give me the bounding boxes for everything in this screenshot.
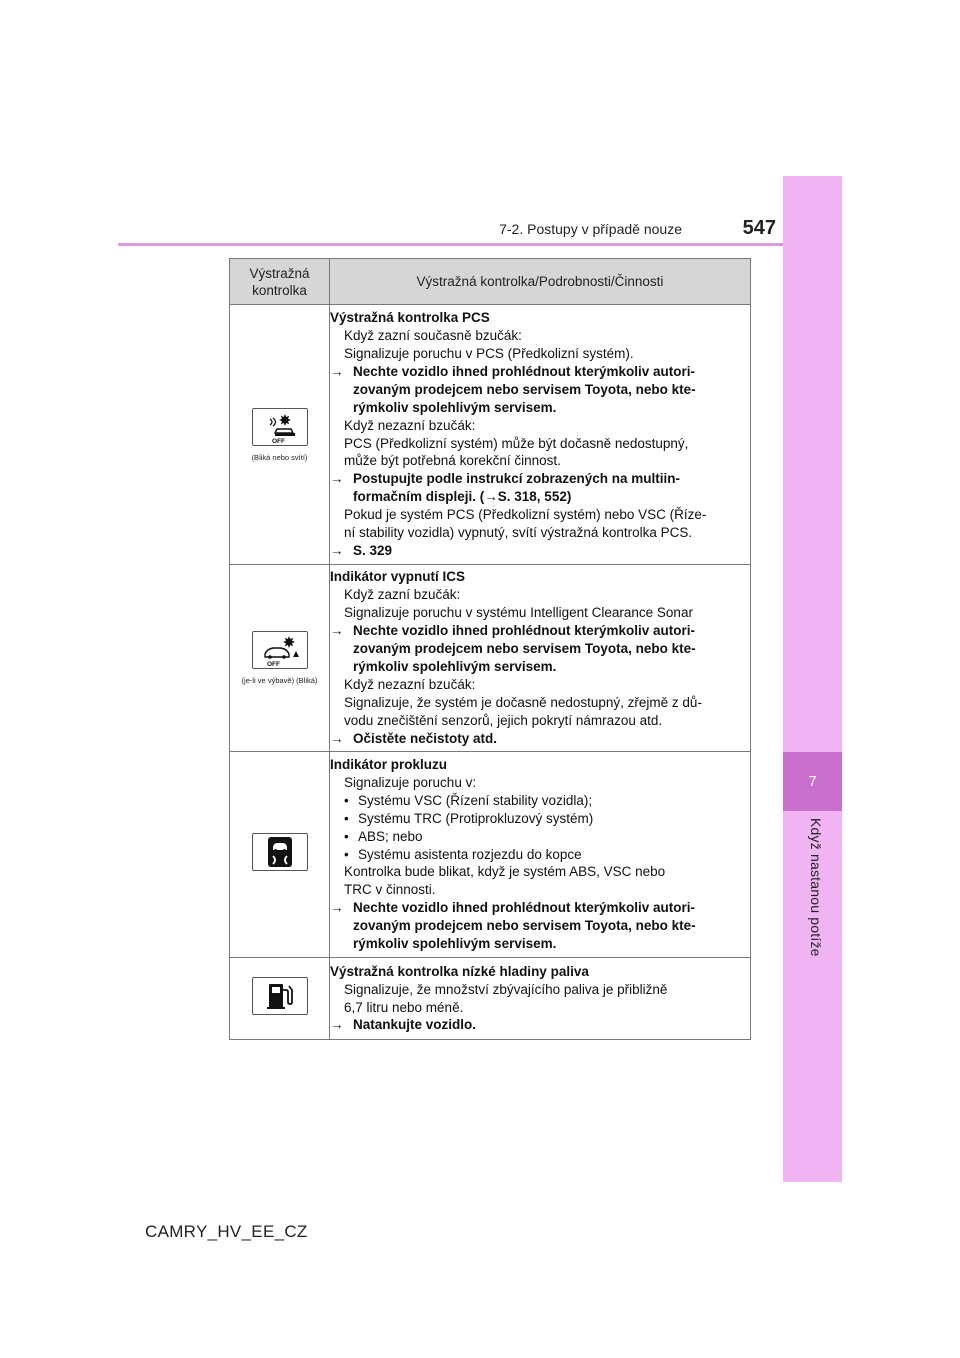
page-number: 547 bbox=[742, 217, 776, 239]
text-line: zovaným prodejcem nebo servisem Toyota, nebo kte- bbox=[353, 381, 696, 397]
text-line: Signalizuje, že systém je dočasně nedostupný, zřejmě z dů- bbox=[344, 694, 702, 710]
icon-cell bbox=[230, 305, 330, 565]
action-line: → S. 329 bbox=[330, 542, 393, 558]
arrow-icon: → bbox=[330, 900, 344, 916]
model-code: CAMRY_HV_EE_CZ bbox=[145, 1222, 308, 1241]
row-title: Výstražná kontrolka nízké hladiny paliva bbox=[330, 963, 589, 979]
text-line: ní stability vozidla) vypnutý, svítí výstražná kontrolka PCS. bbox=[344, 525, 693, 541]
warning-lights-table bbox=[229, 258, 751, 1040]
col-header-details: Výstražná kontrolka/Podrobnosti/Činnosti bbox=[330, 259, 751, 305]
details-cell bbox=[330, 305, 751, 565]
table-row bbox=[230, 305, 751, 565]
icon-note: (Bliká nebo svítí) bbox=[251, 452, 308, 462]
action-line: → Natankujte vozidlo. bbox=[330, 1017, 477, 1033]
row-title: Indikátor prokluzu bbox=[330, 757, 448, 773]
action-line: → Nechte vozidlo ihned prohlédnout kterýmkoliv autori- bbox=[330, 623, 696, 639]
icon-cell bbox=[230, 958, 330, 1040]
row-title: Indikátor vypnutí ICS bbox=[330, 569, 466, 585]
text-line: Když nezazní bzučák: bbox=[344, 676, 476, 692]
icon-cell bbox=[230, 565, 330, 752]
action-line: → Nechte vozidlo ihned prohlédnout kterýmkoliv autori- bbox=[330, 363, 696, 379]
svg-text:OFF: OFF bbox=[271, 437, 285, 445]
arrow-icon: → bbox=[330, 542, 344, 558]
action-line: → Nechte vozidlo ihned prohlédnout kterýmkoliv autori- bbox=[330, 900, 696, 916]
details-cell bbox=[330, 752, 751, 958]
text-line: Když zazní bzučák: bbox=[344, 587, 461, 603]
text-line: Když zazní současně bzučák: bbox=[344, 328, 522, 344]
table-row bbox=[230, 565, 751, 752]
pcs-off-icon bbox=[252, 408, 308, 446]
text-line: rýmkoliv spolehlivým servisem. bbox=[353, 936, 557, 952]
arrow-icon: → bbox=[330, 1017, 344, 1033]
list-item: • Systému asistenta rozjezdu do kopce bbox=[344, 846, 582, 862]
text-line: Signalizuje poruchu v systému Intelligent Clearance Sonar bbox=[344, 605, 693, 621]
action-line: → Postupujte podle instrukcí zobrazených na multiin- bbox=[330, 471, 681, 487]
details-cell bbox=[330, 565, 751, 752]
text-line: TRC v činnosti. bbox=[344, 882, 436, 898]
table-row bbox=[230, 752, 751, 958]
text-line: Kontrolka bude blikat, když je systém ABS, VSC nebo bbox=[344, 864, 666, 880]
text-line: Signalizuje, že množství zbývajícího paliva je přibližně bbox=[344, 981, 668, 997]
text-line: Pokud je systém PCS (Předkolizní systém) nebo VSC (Říze- bbox=[344, 507, 707, 523]
list-item: • Systému TRC (Protiprokluzový systém) bbox=[344, 810, 594, 826]
chapter-side-tab bbox=[783, 176, 842, 1182]
slip-indicator-icon bbox=[252, 833, 308, 871]
text-line: PCS (Předkolizní systém) může být dočasně nedostupný, bbox=[344, 435, 689, 451]
text-line: zovaným prodejcem nebo servisem Toyota, nebo kte- bbox=[353, 641, 696, 657]
text-line: 6,7 litru nebo méně. bbox=[344, 999, 464, 1015]
icon-note: (je-li ve výbavě) (Bliká) bbox=[241, 676, 318, 685]
row-title: Výstražná kontrolka PCS bbox=[330, 310, 490, 326]
fuel-pump-icon bbox=[252, 977, 308, 1015]
chapter-number: 7 bbox=[808, 773, 817, 790]
arrow-icon: → bbox=[330, 471, 344, 487]
details-cell bbox=[330, 958, 751, 1040]
list-item: • Systému VSC (Řízení stability vozidla); bbox=[344, 792, 593, 808]
text-line: může být potřebná korekční činnost. bbox=[344, 453, 561, 469]
text-line: zovaným prodejcem nebo servisem Toyota, nebo kte- bbox=[353, 918, 696, 934]
chapter-title-vertical: Když nastanou potíže bbox=[808, 818, 824, 957]
text-line: vodu znečištění senzorů, jejich pokrytí námrazou atd. bbox=[344, 712, 663, 728]
text-line: rýmkoliv spolehlivým servisem. bbox=[353, 399, 557, 415]
icon-cell bbox=[230, 752, 330, 958]
list-item: • ABS; nebo bbox=[344, 828, 423, 844]
action-line: → Očistěte nečistoty atd. bbox=[330, 730, 498, 746]
text-line: Když nezazní bzučák: bbox=[344, 417, 476, 433]
text-line: Signalizuje poruchu v PCS (Předkolizní systém). bbox=[344, 345, 634, 361]
arrow-icon: → bbox=[330, 623, 344, 639]
header-divider bbox=[118, 243, 783, 246]
table-header-row bbox=[230, 259, 751, 305]
arrow-icon: → bbox=[330, 363, 344, 379]
text-line: formačním displeji. (→S. 318, 552) bbox=[353, 489, 572, 505]
text-line: Signalizuje poruchu v: bbox=[344, 774, 477, 790]
table-row bbox=[230, 958, 751, 1040]
text-line: rýmkoliv spolehlivým servisem. bbox=[353, 659, 557, 674]
col-header-warning-light: Výstražná kontrolka bbox=[230, 259, 330, 305]
svg-text:OFF: OFF bbox=[266, 661, 280, 668]
arrow-icon: → bbox=[330, 730, 344, 746]
header-chapter-title: 7-2. Postupy v případě nouze bbox=[499, 221, 682, 237]
ics-off-icon bbox=[252, 631, 308, 669]
